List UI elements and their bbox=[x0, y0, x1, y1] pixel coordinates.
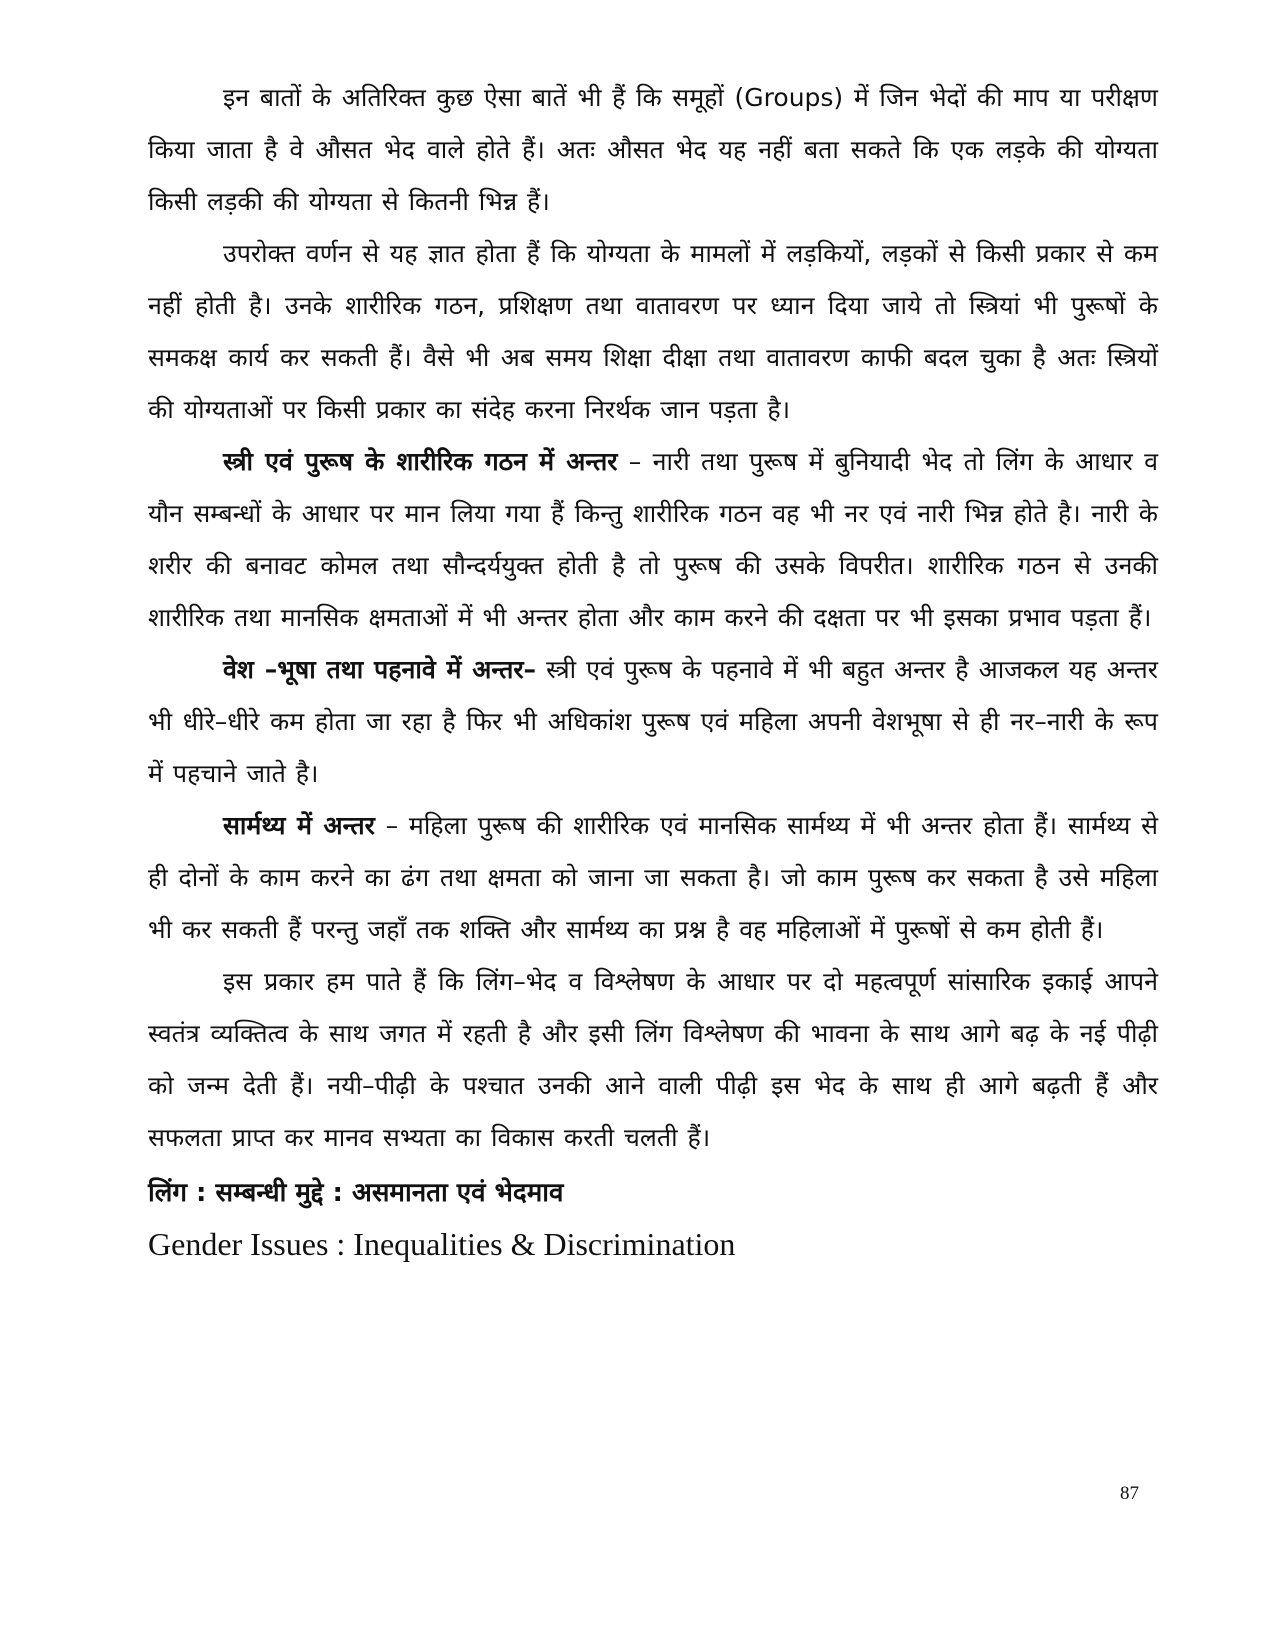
section-heading-english: Gender Issues : Inequalities & Discrimination bbox=[148, 1226, 736, 1262]
paragraph-conclusion bbox=[148, 956, 1158, 1164]
document-page bbox=[148, 72, 1158, 1270]
paragraph-text: इन बातों के अतिरिक्त कुछ ऐसा बातें भी हैं कि समूहों (Groups) में जिन भेदों की माप या परीक्षण किया जाता है वे औसत भेद वाले होते हैं। अतः औसत भेद यह नहीं बता सकते कि एक लड़के की योग्यता किसी लड़की की योग्यता से कितनी भिन्न हैं। bbox=[148, 83, 1158, 216]
paragraph-text: – महिला पुरूष की शारीरिक एवं मानसिक सार्मथ्य में भी अन्तर होता हैं। सार्मथ्य से ही दोनों के काम करने का ढंग तथा क्षमता को जाना जा सकता है। जो काम पुरूष कर सकता है उसे महिला भी कर सकती हैं परन्तु जहाँ तक शक्ति और सार्मथ्य का प्रश्न है वह महिलाओं में पुरूषों से कम होती हैं। bbox=[148, 811, 1159, 944]
paragraph-lead-capability: सार्मथ्य में अन्तर bbox=[223, 811, 375, 840]
paragraph-physical-structure bbox=[148, 436, 1158, 644]
paragraph-text: – नारी तथा पुरूष में बुनियादी भेद तो लिंग के आधार व यौन सम्बन्धों के आधार पर मान लिया गया हैं किन्तु शारीरिक गठन वह भी नर एवं नारी भिन्न होते है। नारी के शरीर की बनावट कोमल तथा सौन्दर्ययुक्त होती है तो पुरूष की उसके विपरीत। शारीरिक गठन से उनकी शारीरिक तथा मानसिक क्षमताओं में भी अन्तर होता और काम करने की दक्षता पर भी इसका प्रभाव पड़ता हैं। bbox=[148, 447, 1158, 632]
paragraph-girls-ability bbox=[148, 228, 1158, 436]
paragraph-lead-physical-structure: स्त्री एवं पुरूष के शारीरिक गठन में अन्तर bbox=[223, 447, 618, 476]
paragraph-text: स्त्री एवं पुरूष के पहनावे में भी बहुत अन्तर है आजकल यह अन्तर भी धीरे–धीरे कम होता जा रहा है फिर भी अधिकांश पुरूष एवं महिला अपनी वेशभूषा से ही नर–नारी के रूप में पहचाने जाते है। bbox=[148, 655, 1159, 788]
paragraph-average-differences bbox=[148, 72, 1158, 228]
paragraph-dress bbox=[148, 644, 1158, 800]
section-heading-hindi: लिंग : सम्बन्धी मुद्दे : असमानता एवं भेदमाव bbox=[148, 1178, 564, 1208]
page-number: 87 bbox=[1120, 1483, 1139, 1504]
paragraph-capability bbox=[148, 800, 1158, 956]
paragraph-text: उपरोक्त वर्णन से यह ज्ञात होता हैं कि योग्यता के मामलों में लड़कियों, लड़कों से किसी प्रकार से कम नहीं होती है। उनके शारीरिक गठन, प्रशिक्षण तथा वातावरण पर ध्यान दिया जाये तो स्त्रियां भी पुरूषों के समकक्ष कार्य कर सकती हैं। वैसे भी अब समय शिक्षा दीक्षा तथा वातावरण काफी बदल चुका है अतः स्त्रियों की योग्यताओं पर किसी प्रकार का संदेह करना निरर्थक जान पड़ता है। bbox=[148, 239, 1158, 424]
paragraph-text: इस प्रकार हम पाते हैं कि लिंग–भेद व विश्लेषण के आधार पर दो महत्वपूर्ण सांसारिक इकाई आपने स्वतंत्र व्यक्तित्व के साथ जगत में रहती है और इसी लिंग विश्लेषण की भावना के साथ आगे बढ़ के नई पीढ़ी को जन्म देती हैं। नयी–पीढ़ी के पश्चात उनकी आने वाली पीढ़ी इस भेद के साथ ही आगे बढ़ती हैं और सफलता प्राप्त कर मानव सभ्यता का विकास करती चलती हैं। bbox=[148, 967, 1158, 1152]
paragraph-lead-dress: वेश –भूषा तथा पहनावे में अन्तर– bbox=[223, 655, 537, 684]
